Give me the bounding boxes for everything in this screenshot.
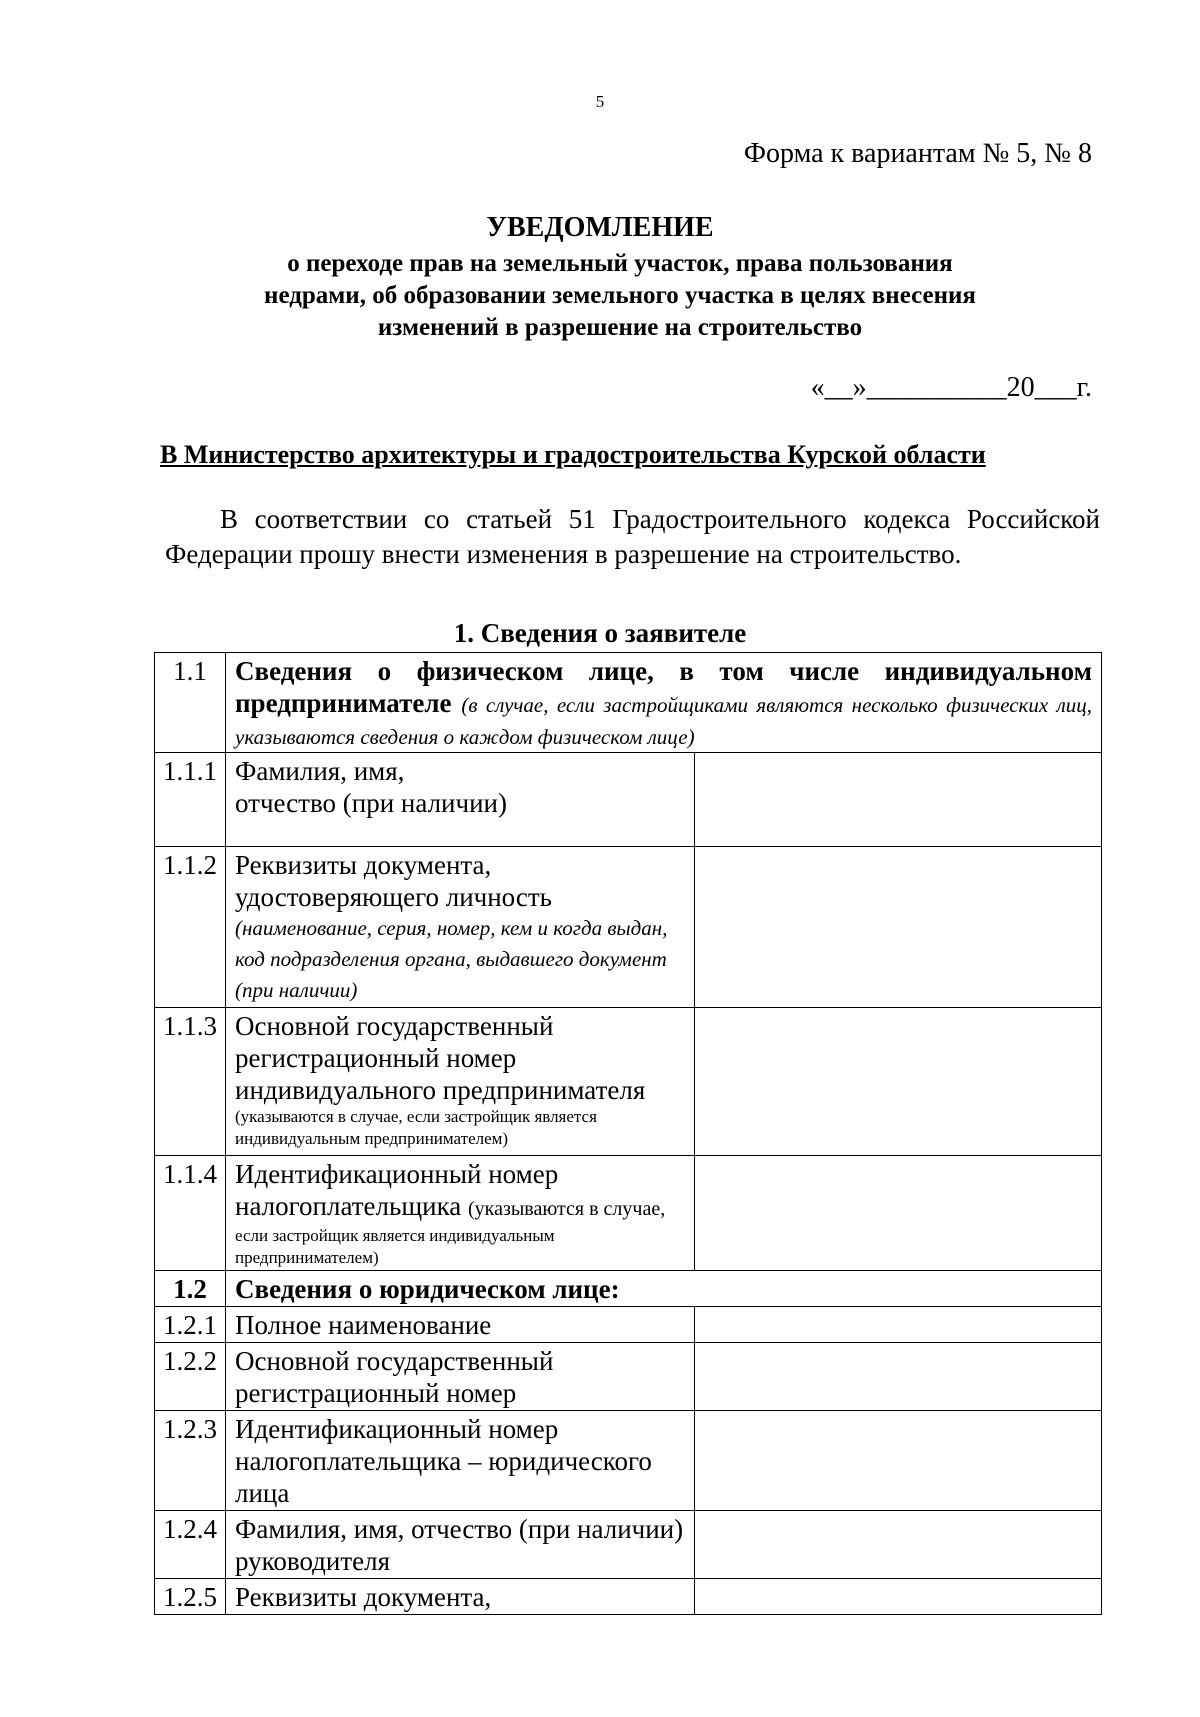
director-name-value[interactable] bbox=[695, 1511, 1102, 1579]
table-row bbox=[155, 1511, 1102, 1579]
page-number: 5 bbox=[595, 92, 605, 111]
row-number: 1.2.5 bbox=[155, 1579, 226, 1615]
table-row bbox=[155, 1156, 1102, 1271]
table-row bbox=[155, 1271, 1102, 1307]
label-text: Основной государственный регистрационный номер индивидуального предпринимателя bbox=[235, 1011, 646, 1105]
inn-individual-value[interactable] bbox=[695, 1156, 1102, 1271]
table-row bbox=[155, 1579, 1102, 1615]
table-row bbox=[155, 1008, 1102, 1156]
row-label bbox=[226, 847, 695, 1008]
table-row bbox=[155, 653, 1102, 753]
label-line-2: отчество (при наличии) bbox=[235, 788, 507, 818]
ogrnip-value[interactable] bbox=[695, 1008, 1102, 1156]
ogrn-value[interactable] bbox=[695, 1343, 1102, 1411]
row-label bbox=[226, 753, 695, 847]
row-label bbox=[226, 1008, 695, 1156]
row-number: 1.2.1 bbox=[155, 1307, 226, 1343]
label-note-start: (указываются в случае, bbox=[468, 1198, 666, 1220]
row-label: Фамилия, имя, отчество (при наличии) руководителя bbox=[226, 1511, 695, 1579]
row-number: 1.1.4 bbox=[155, 1156, 226, 1271]
label-note: (наименование, серия, номер, кем и когда выдан, код подразделения органа, выдавшего документ (при наличии) bbox=[235, 916, 668, 1002]
subtitle-line-2: недрами, об образовании земельного участка в целях внесения bbox=[264, 282, 976, 309]
section-1-title: 1. Сведения о заявителе bbox=[453, 618, 747, 648]
id-document-value[interactable] bbox=[695, 847, 1102, 1008]
row-number: 1.1 bbox=[155, 653, 226, 753]
applicant-info-table bbox=[154, 652, 1102, 1615]
label-text: Реквизиты документа, удостоверяющего личность bbox=[235, 850, 552, 912]
section-header-cell: Сведения о юридическом лице: bbox=[226, 1271, 1102, 1307]
subtitle-line-3: изменений в разрешение на строительство bbox=[377, 314, 863, 341]
row-label: Полное наименование bbox=[226, 1307, 695, 1343]
document-details-value[interactable] bbox=[695, 1579, 1102, 1615]
table-row bbox=[155, 753, 1102, 847]
label-note: (указываются в случае, если застройщик является индивидуальным предпринимателем) bbox=[235, 1107, 597, 1148]
label-note-end: если застройщик является индивидуальным предпринимателем) bbox=[235, 1226, 555, 1267]
request-paragraph: В соответствии со статьей 51 Градостроительного кодекса Российской Федерации прошу внести изменения в разрешение на строительство. bbox=[165, 504, 1100, 569]
label-line-1: Фамилия, имя, bbox=[235, 756, 405, 786]
inn-org-value[interactable] bbox=[695, 1411, 1102, 1511]
row-label: Основной государственный регистрационный номер bbox=[226, 1343, 695, 1411]
row-number: 1.1.3 bbox=[155, 1008, 226, 1156]
form-reference: Форма к вариантам № 5, № 8 bbox=[743, 138, 1092, 169]
row-number: 1.2.4 bbox=[155, 1511, 226, 1579]
table-row bbox=[155, 1343, 1102, 1411]
header-title: Сведения о физическом лице, в том числе индивидуальном предпринимателе bbox=[235, 656, 1092, 718]
row-label: Реквизиты документа, bbox=[226, 1579, 695, 1615]
row-number: 1.2.3 bbox=[155, 1411, 226, 1511]
row-label: Идентификационный номер налогоплательщика – юридического лица bbox=[226, 1411, 695, 1511]
table-row bbox=[155, 1411, 1102, 1511]
header-note: (в случае, если застройщиками являются несколько физических лиц, указываются сведения о каждом физическом лице) bbox=[235, 693, 1092, 749]
full-name-org-value[interactable] bbox=[695, 1307, 1102, 1343]
table-row bbox=[155, 847, 1102, 1008]
row-number: 1.1.1 bbox=[155, 753, 226, 847]
full-name-value[interactable] bbox=[695, 753, 1102, 847]
document-title: УВЕДОМЛЕНИЕ bbox=[486, 212, 714, 243]
row-number: 1.2.2 bbox=[155, 1343, 226, 1411]
row-number: 1.1.2 bbox=[155, 847, 226, 1008]
label-main: Идентификационный номер налогоплательщика bbox=[235, 1159, 559, 1221]
date-field[interactable]: «__»__________20___г. bbox=[810, 372, 1092, 403]
label-text bbox=[235, 1158, 685, 1225]
row-label bbox=[226, 1156, 695, 1271]
addressee: В Министерство архитектуры и градостроительства Курской области bbox=[160, 440, 986, 469]
table-row bbox=[155, 1307, 1102, 1343]
section-header-cell bbox=[226, 653, 1102, 753]
subtitle-line-1: о переходе прав на земельный участок, права пользования bbox=[287, 250, 953, 277]
row-number: 1.2 bbox=[155, 1271, 226, 1307]
document-subtitle bbox=[170, 248, 1070, 344]
